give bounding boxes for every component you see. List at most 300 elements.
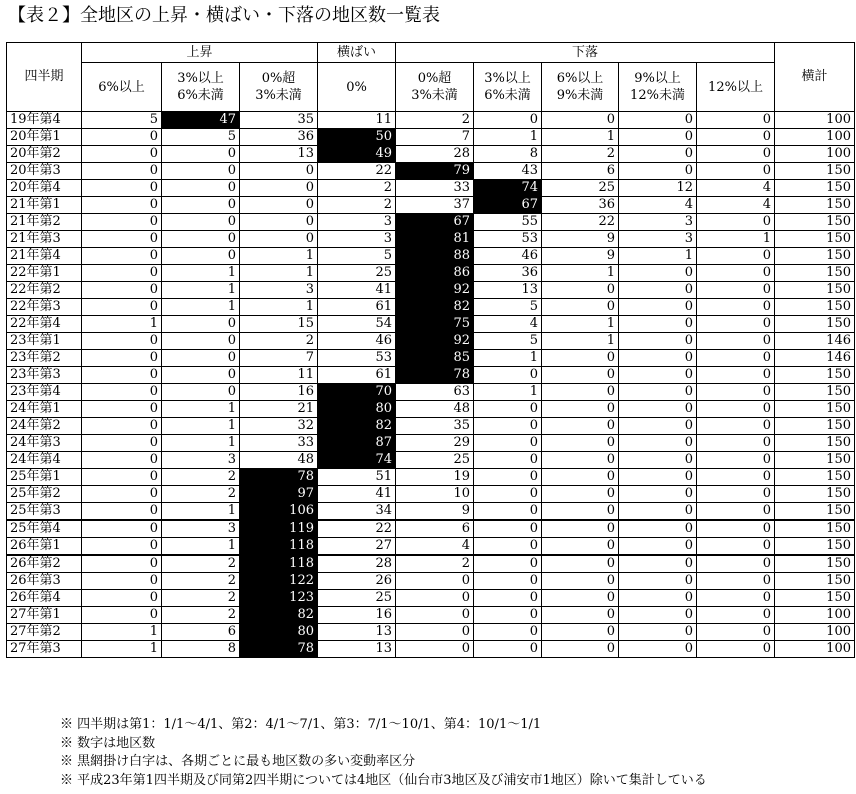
- count-cell: 27: [318, 538, 396, 556]
- count-cell: 0: [542, 555, 619, 573]
- count-cell: 3: [162, 452, 240, 469]
- count-cell: 0: [619, 316, 697, 333]
- count-cell: 0: [82, 146, 162, 163]
- table-row: [7, 418, 855, 435]
- count-cell: 0: [82, 401, 162, 418]
- count-cell: 13: [318, 641, 396, 658]
- count-cell: 0: [82, 367, 162, 384]
- count-cell: 0: [697, 520, 775, 538]
- count-cell: 0: [542, 486, 619, 503]
- total-cell: 150: [775, 573, 855, 590]
- total-cell: 150: [775, 180, 855, 197]
- quarter-cell: 22年第3: [7, 299, 82, 316]
- quarter-cell: 23年第1: [7, 333, 82, 350]
- count-cell: 1: [240, 299, 318, 316]
- count-cell: 22: [318, 163, 396, 180]
- count-cell: 0: [542, 503, 619, 521]
- count-cell: 3: [318, 231, 396, 248]
- count-cell: 0: [240, 197, 318, 214]
- total-cell: 150: [775, 265, 855, 282]
- count-cell: 1: [162, 435, 240, 452]
- count-cell: 32: [240, 418, 318, 435]
- count-cell: 0: [697, 282, 775, 299]
- count-cell: 4: [697, 180, 775, 197]
- count-cell: 22: [318, 520, 396, 538]
- count-cell: 5: [474, 299, 542, 316]
- count-cell: 1: [82, 316, 162, 333]
- count-cell: 55: [474, 214, 542, 231]
- quarter-cell: 20年第3: [7, 163, 82, 180]
- highlighted-count-cell: 80: [318, 401, 396, 418]
- count-cell: 0: [82, 214, 162, 231]
- count-cell: 0: [474, 590, 542, 607]
- table-row: [7, 214, 855, 231]
- header-up: 上昇: [82, 43, 318, 63]
- count-cell: 0: [619, 520, 697, 538]
- count-cell: 13: [318, 624, 396, 641]
- count-cell: 0: [82, 607, 162, 624]
- count-cell: 0: [474, 503, 542, 521]
- table-row: [7, 573, 855, 590]
- count-cell: 5: [162, 129, 240, 146]
- quarter-cell: 22年第1: [7, 265, 82, 282]
- count-cell: 0: [474, 401, 542, 418]
- count-cell: 0: [162, 146, 240, 163]
- count-cell: 41: [318, 486, 396, 503]
- count-cell: 9: [542, 231, 619, 248]
- highlighted-count-cell: 70: [318, 384, 396, 401]
- count-cell: 0: [396, 607, 474, 624]
- count-cell: 0: [697, 573, 775, 590]
- count-cell: 0: [474, 555, 542, 573]
- count-cell: 0: [697, 112, 775, 129]
- count-cell: 0: [82, 384, 162, 401]
- count-cell: 0: [82, 282, 162, 299]
- total-cell: 100: [775, 607, 855, 624]
- count-cell: 1: [474, 129, 542, 146]
- count-cell: 0: [619, 452, 697, 469]
- count-cell: 1: [240, 248, 318, 265]
- quarter-cell: 25年第4: [7, 520, 82, 538]
- total-cell: 150: [775, 214, 855, 231]
- count-cell: 5: [82, 112, 162, 129]
- count-cell: 0: [619, 486, 697, 503]
- count-cell: 0: [619, 333, 697, 350]
- count-cell: 0: [619, 624, 697, 641]
- total-cell: 150: [775, 231, 855, 248]
- footnotes: [60, 716, 707, 790]
- table-row: [7, 590, 855, 607]
- count-cell: 0: [162, 248, 240, 265]
- count-cell: 3: [619, 231, 697, 248]
- count-cell: 0: [82, 350, 162, 367]
- count-cell: 0: [697, 299, 775, 316]
- table-row: [7, 624, 855, 641]
- count-cell: 53: [318, 350, 396, 367]
- total-cell: 100: [775, 146, 855, 163]
- count-cell: 0: [542, 452, 619, 469]
- count-cell: 0: [619, 384, 697, 401]
- highlighted-count-cell: 123: [240, 590, 318, 607]
- count-cell: 0: [697, 503, 775, 521]
- table-row: [7, 299, 855, 316]
- count-cell: 28: [396, 146, 474, 163]
- count-cell: 0: [619, 350, 697, 367]
- count-cell: 1: [240, 265, 318, 282]
- total-cell: 150: [775, 384, 855, 401]
- highlighted-count-cell: 122: [240, 573, 318, 590]
- count-cell: 48: [396, 401, 474, 418]
- quarter-cell: 22年第4: [7, 316, 82, 333]
- count-cell: 0: [542, 282, 619, 299]
- count-cell: 4: [697, 197, 775, 214]
- count-cell: 0: [474, 452, 542, 469]
- count-cell: 33: [396, 180, 474, 197]
- table-row: [7, 452, 855, 469]
- count-cell: 13: [240, 146, 318, 163]
- table-row: [7, 248, 855, 265]
- count-cell: 0: [162, 316, 240, 333]
- count-cell: 1: [162, 299, 240, 316]
- count-cell: 0: [162, 180, 240, 197]
- count-cell: 9: [542, 248, 619, 265]
- highlighted-count-cell: 82: [396, 299, 474, 316]
- quarter-cell: 26年第2: [7, 555, 82, 573]
- count-cell: 25: [318, 265, 396, 282]
- count-cell: 6: [396, 520, 474, 538]
- count-cell: 3: [162, 520, 240, 538]
- count-cell: 0: [697, 555, 775, 573]
- total-cell: 150: [775, 486, 855, 503]
- highlighted-count-cell: 75: [396, 316, 474, 333]
- total-cell: 150: [775, 469, 855, 486]
- count-cell: 0: [697, 146, 775, 163]
- count-cell: 1: [162, 282, 240, 299]
- highlighted-count-cell: 49: [318, 146, 396, 163]
- count-cell: 0: [619, 163, 697, 180]
- total-cell: 150: [775, 590, 855, 607]
- count-cell: 0: [619, 299, 697, 316]
- total-cell: 150: [775, 538, 855, 556]
- count-cell: 21: [240, 401, 318, 418]
- count-cell: 0: [240, 231, 318, 248]
- quarter-cell: 21年第3: [7, 231, 82, 248]
- count-cell: 0: [396, 573, 474, 590]
- count-cell: 41: [318, 282, 396, 299]
- table-row: [7, 231, 855, 248]
- count-cell: 0: [619, 573, 697, 590]
- count-cell: 26: [318, 573, 396, 590]
- count-cell: 2: [162, 469, 240, 486]
- total-cell: 150: [775, 503, 855, 521]
- page-title: 【表２】全地区の上昇・横ばい・下落の地区数一覧表: [8, 5, 440, 26]
- count-cell: 0: [697, 641, 775, 658]
- table-row: [7, 197, 855, 214]
- count-cell: 11: [240, 367, 318, 384]
- count-cell: 0: [82, 503, 162, 521]
- total-cell: 150: [775, 418, 855, 435]
- header-range: 6%以上: [82, 63, 162, 112]
- count-cell: 2: [542, 146, 619, 163]
- count-cell: 0: [82, 469, 162, 486]
- count-cell: 10: [396, 486, 474, 503]
- count-cell: 22: [542, 214, 619, 231]
- table-row: [7, 180, 855, 197]
- header-down: 下落: [396, 43, 775, 63]
- count-cell: 8: [162, 641, 240, 658]
- header-range: 0%超 3%未満: [240, 63, 318, 112]
- count-cell: 35: [240, 112, 318, 129]
- table-row: [7, 469, 855, 486]
- count-cell: 4: [619, 197, 697, 214]
- table-row: [7, 607, 855, 624]
- count-cell: 1: [162, 265, 240, 282]
- count-cell: 1: [697, 231, 775, 248]
- quarter-cell: 23年第2: [7, 350, 82, 367]
- count-cell: 0: [542, 573, 619, 590]
- count-cell: 0: [82, 435, 162, 452]
- count-cell: 25: [318, 590, 396, 607]
- total-cell: 150: [775, 299, 855, 316]
- highlighted-count-cell: 88: [396, 248, 474, 265]
- highlighted-count-cell: 74: [318, 452, 396, 469]
- table-row: [7, 350, 855, 367]
- quarter-cell: 26年第3: [7, 573, 82, 590]
- header-range: 9%以上 12%未満: [619, 63, 697, 112]
- header-range: 3%以上 6%未満: [474, 63, 542, 112]
- count-cell: 0: [396, 590, 474, 607]
- count-cell: 0: [619, 129, 697, 146]
- highlighted-count-cell: 87: [318, 435, 396, 452]
- count-cell: 0: [697, 384, 775, 401]
- count-cell: 1: [542, 333, 619, 350]
- count-cell: 51: [318, 469, 396, 486]
- total-cell: 150: [775, 367, 855, 384]
- table-row: [7, 333, 855, 350]
- total-cell: 150: [775, 435, 855, 452]
- count-cell: 43: [474, 163, 542, 180]
- count-cell: 0: [619, 146, 697, 163]
- count-cell: 0: [474, 573, 542, 590]
- count-cell: 0: [542, 418, 619, 435]
- header-range: 3%以上 6%未満: [162, 63, 240, 112]
- quarter-cell: 23年第4: [7, 384, 82, 401]
- count-cell: 0: [697, 265, 775, 282]
- total-cell: 100: [775, 129, 855, 146]
- highlighted-count-cell: 80: [240, 624, 318, 641]
- total-cell: 100: [775, 624, 855, 641]
- total-cell: 150: [775, 316, 855, 333]
- count-cell: 19: [396, 469, 474, 486]
- count-cell: 28: [318, 555, 396, 573]
- quarter-cell: 21年第4: [7, 248, 82, 265]
- count-cell: 61: [318, 299, 396, 316]
- count-cell: 0: [697, 248, 775, 265]
- count-cell: 1: [82, 641, 162, 658]
- count-cell: 5: [474, 333, 542, 350]
- count-cell: 2: [318, 180, 396, 197]
- quarter-cell: 21年第1: [7, 197, 82, 214]
- count-cell: 6: [162, 624, 240, 641]
- count-cell: 33: [240, 435, 318, 452]
- count-cell: 0: [82, 197, 162, 214]
- table-row: [7, 520, 855, 538]
- count-cell: 53: [474, 231, 542, 248]
- count-cell: 0: [697, 590, 775, 607]
- count-cell: 0: [82, 163, 162, 180]
- total-cell: 150: [775, 401, 855, 418]
- count-cell: 0: [542, 469, 619, 486]
- highlighted-count-cell: 78: [396, 367, 474, 384]
- quarter-cell: 25年第1: [7, 469, 82, 486]
- count-cell: 0: [542, 538, 619, 556]
- count-cell: 0: [82, 248, 162, 265]
- highlighted-count-cell: 86: [396, 265, 474, 282]
- count-cell: 0: [82, 520, 162, 538]
- highlighted-count-cell: 118: [240, 538, 318, 556]
- count-cell: 1: [162, 538, 240, 556]
- count-cell: 0: [82, 538, 162, 556]
- count-cell: 0: [542, 590, 619, 607]
- count-cell: 1: [542, 129, 619, 146]
- quarter-cell: 19年第4: [7, 112, 82, 129]
- count-cell: 0: [162, 333, 240, 350]
- highlighted-count-cell: 119: [240, 520, 318, 538]
- count-cell: 0: [240, 163, 318, 180]
- table-row: [7, 538, 855, 556]
- highlighted-count-cell: 67: [396, 214, 474, 231]
- count-cell: 0: [619, 435, 697, 452]
- count-cell: 0: [697, 418, 775, 435]
- count-cell: 37: [396, 197, 474, 214]
- count-cell: 0: [619, 282, 697, 299]
- total-cell: 100: [775, 112, 855, 129]
- quarter-cell: 25年第3: [7, 503, 82, 521]
- count-cell: 4: [474, 316, 542, 333]
- table-row: [7, 129, 855, 146]
- count-cell: 0: [619, 401, 697, 418]
- count-cell: 0: [82, 129, 162, 146]
- count-cell: 0: [542, 350, 619, 367]
- count-cell: 0: [82, 573, 162, 590]
- highlighted-count-cell: 92: [396, 333, 474, 350]
- count-cell: 2: [396, 112, 474, 129]
- count-cell: 0: [162, 163, 240, 180]
- count-cell: 0: [474, 112, 542, 129]
- count-cell: 0: [542, 607, 619, 624]
- count-cell: 0: [697, 350, 775, 367]
- count-cell: 1: [162, 503, 240, 521]
- count-cell: 0: [619, 555, 697, 573]
- count-cell: 9: [396, 503, 474, 521]
- highlighted-count-cell: 67: [474, 197, 542, 214]
- count-cell: 0: [82, 265, 162, 282]
- highlighted-count-cell: 74: [474, 180, 542, 197]
- quarter-cell: 20年第2: [7, 146, 82, 163]
- total-cell: 146: [775, 333, 855, 350]
- quarter-cell: 21年第2: [7, 214, 82, 231]
- table-row: [7, 316, 855, 333]
- count-cell: 0: [697, 624, 775, 641]
- count-cell: 0: [82, 555, 162, 573]
- count-cell: 3: [240, 282, 318, 299]
- district-count-table: [6, 42, 855, 658]
- count-cell: 0: [697, 367, 775, 384]
- count-cell: 0: [619, 367, 697, 384]
- quarter-cell: 26年第4: [7, 590, 82, 607]
- count-cell: 2: [162, 555, 240, 573]
- highlighted-count-cell: 106: [240, 503, 318, 521]
- highlighted-count-cell: 47: [162, 112, 240, 129]
- count-cell: 61: [318, 367, 396, 384]
- count-cell: 1: [619, 248, 697, 265]
- count-cell: 0: [542, 112, 619, 129]
- total-cell: 150: [775, 282, 855, 299]
- count-cell: 1: [474, 384, 542, 401]
- count-cell: 0: [82, 452, 162, 469]
- table-row: [7, 163, 855, 180]
- count-cell: 46: [474, 248, 542, 265]
- highlighted-count-cell: 82: [240, 607, 318, 624]
- count-cell: 25: [396, 452, 474, 469]
- count-cell: 0: [474, 624, 542, 641]
- count-cell: 0: [396, 624, 474, 641]
- count-cell: 2: [162, 590, 240, 607]
- count-cell: 36: [474, 265, 542, 282]
- count-cell: 0: [474, 486, 542, 503]
- header-range: 6%以上 9%未満: [542, 63, 619, 112]
- count-cell: 0: [82, 418, 162, 435]
- count-cell: 2: [162, 573, 240, 590]
- header-range: 0%: [318, 63, 396, 112]
- count-cell: 46: [318, 333, 396, 350]
- count-cell: 4: [396, 538, 474, 556]
- count-cell: 5: [318, 248, 396, 265]
- count-cell: 0: [542, 435, 619, 452]
- count-cell: 2: [318, 197, 396, 214]
- table-row: [7, 503, 855, 521]
- count-cell: 0: [542, 401, 619, 418]
- count-cell: 0: [697, 163, 775, 180]
- count-cell: 0: [697, 333, 775, 350]
- count-cell: 0: [542, 367, 619, 384]
- highlighted-count-cell: 78: [240, 641, 318, 658]
- count-cell: 0: [396, 641, 474, 658]
- table-row: [7, 265, 855, 282]
- count-cell: 0: [82, 299, 162, 316]
- total-cell: 150: [775, 520, 855, 538]
- count-cell: 35: [396, 418, 474, 435]
- total-cell: 150: [775, 452, 855, 469]
- count-cell: 0: [474, 367, 542, 384]
- quarter-cell: 27年第2: [7, 624, 82, 641]
- count-cell: 0: [619, 590, 697, 607]
- count-cell: 0: [542, 624, 619, 641]
- header-range: 0%超 3%未満: [396, 63, 474, 112]
- count-cell: 0: [162, 197, 240, 214]
- total-cell: 100: [775, 641, 855, 658]
- count-cell: 2: [162, 607, 240, 624]
- count-cell: 0: [542, 384, 619, 401]
- highlighted-count-cell: 79: [396, 163, 474, 180]
- count-cell: 0: [82, 231, 162, 248]
- quarter-cell: 27年第1: [7, 607, 82, 624]
- count-cell: 25: [542, 180, 619, 197]
- count-cell: 0: [162, 231, 240, 248]
- count-cell: 0: [474, 435, 542, 452]
- quarter-cell: 20年第1: [7, 129, 82, 146]
- quarter-cell: 24年第3: [7, 435, 82, 452]
